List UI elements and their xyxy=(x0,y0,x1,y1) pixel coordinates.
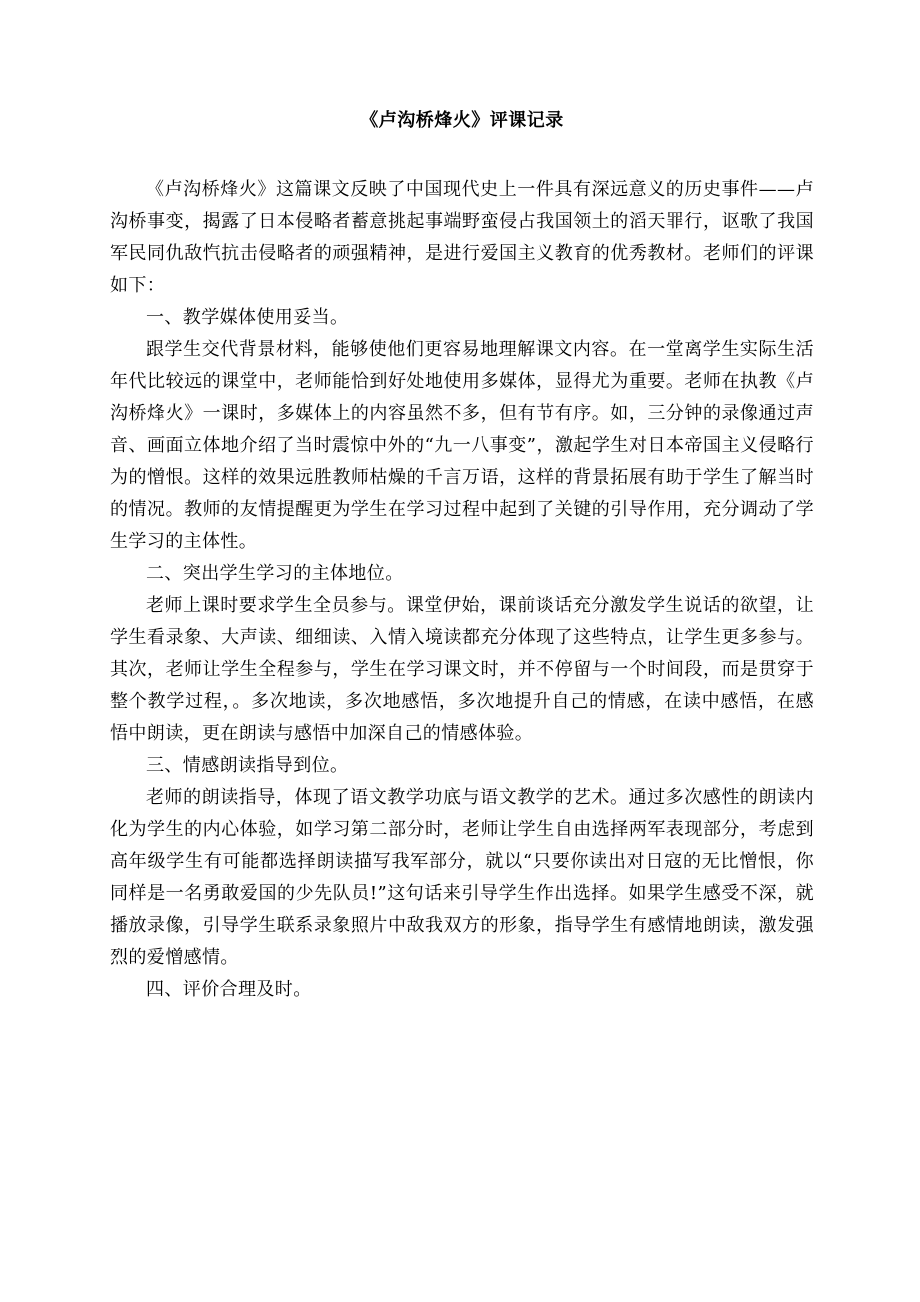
section-body-1: 跟学生交代背景材料，能够使他们更容易地理解课文内容。在一堂离学生实际生活年代比较远的课堂中，老师能恰到好处地使用多媒体，显得尤为重要。老师在执教《卢沟桥烽火》一课时，多媒体上的内容虽然不多，但有节有序。如，三分钟的录像通过声音、画面立体地介绍了当时震惊中外的“九一八事变”，激起学生对日本帝国主义侵略行为的憎恨。这样的效果远胜教师枯燥的千言万语，这样的背景拓展有助于学生了解当时的情况。教师的友情提醒更为学生在学习过程中起到了关键的引导作用，充分调动了学生学习的主体性。 xyxy=(110,339,814,552)
section-body-2: 老师上课时要求学生全员参与。课堂伊始，课前谈话充分激发学生说话的欲望，让学生看录象、大声读、细细读、入情入境读都充分体现了这些特点，让学生更多参与。其次，老师让学生全程参与，学生在学习课文时，并不停留与一个时间段，而是贯穿于整个教学过程，。多次地读，多次地感悟，多次地提升自己的情感，在读中感悟，在感悟中朗读，更在朗读与感悟中加深自己的情感体验。 xyxy=(110,595,814,744)
section-heading-2: 二、突出学生学习的主体地位。 xyxy=(146,563,404,584)
section-heading-4: 四、评价合理及时。 xyxy=(146,979,312,1000)
document-title: 《卢沟桥烽火》评课记录 xyxy=(360,110,564,131)
intro-paragraph: 《卢沟桥烽火》这篇课文反映了中国现代史上一件具有深远意义的历史事件——卢沟桥事变，揭露了日本侵略者蓄意挑起事端野蛮侵占我国领土的滔天罪行，讴歌了我国军民同仇敌忾抗击侵略者的顽强精神，是进行爱国主义教育的优秀教材。老师们的评课如下： xyxy=(110,179,814,296)
section-body-3: 老师的朗读指导，体现了语文教学功底与语文教学的艺术。通过多次感性的朗读内化为学生的内心体验，如学习第二部分时，老师让学生自由选择两军表现部分，考虑到高年级学生有可能都选择朗读描写我军部分，就以“只要你读出对日寇的无比憎恨，你同样是一名勇敢爱国的少先队员!”这句话来引导学生作出选择。如果学生感受不深，就播放录像，引导学生联系录象照片中敌我双方的形象，指导学生有感情地朗读，激发强烈的爱憎感情。 xyxy=(110,787,814,968)
section-heading-1: 一、教学媒体使用妥当。 xyxy=(146,307,349,328)
section-heading-3: 三、情感朗读指导到位。 xyxy=(146,755,349,776)
document-page xyxy=(110,108,814,1006)
